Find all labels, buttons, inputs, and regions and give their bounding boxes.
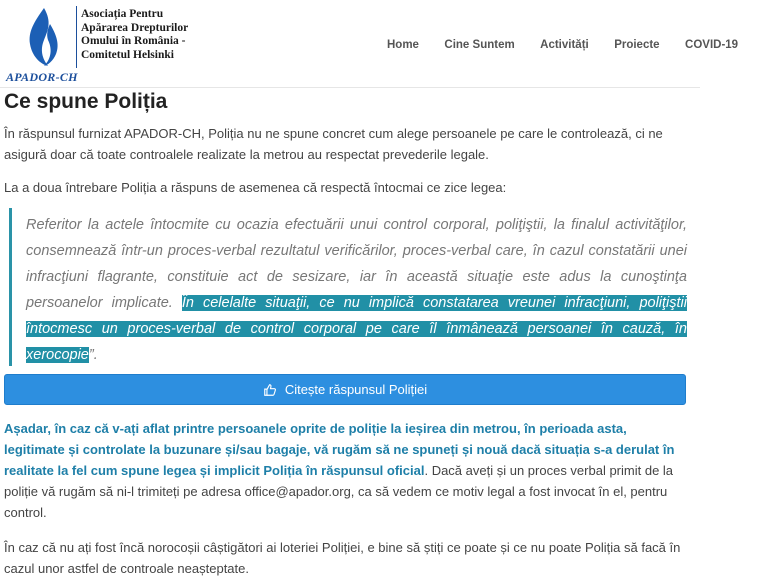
quote-plain-text: Referitor la actele întocmite cu ocazia efectuării unui control corporal, poliţiştii, la finalul activităţilor, consemnează într-un proces-verbal rezultatul verificărilor, proces-verbal care, în cazul constatării unei infracţiuni flagrante, constituie act de sesizare, iar în această situaţie este adus la cunoştinţa persoanelor implicate. <box>26 217 687 311</box>
police-quote <box>9 208 687 366</box>
paragraph-second-question: La a doua întrebare Poliția a răspuns de asemenea că respectă întocmai ce zice legea: <box>4 180 507 195</box>
brand-name: APADOR-CH <box>6 70 78 84</box>
site-header <box>0 0 739 88</box>
quote-highlighted-text: În celelalte situaţii, ce nu implică constatarea vreunei infracţiuni, poliţiştii întocmesc un proces-verbal de control corporal pe care îl înmânează persoanei în cauză, în xerocopie <box>26 295 687 363</box>
org-name-line: Asociația Pentru <box>81 8 164 20</box>
nav-proiecte[interactable]: Proiecte <box>614 39 660 51</box>
site-logo[interactable] <box>4 4 194 84</box>
quote-end-mark: ”. <box>88 347 98 363</box>
quote-text <box>26 212 687 368</box>
org-name-line: Apărarea Drepturilor <box>81 21 189 34</box>
paragraph-lottery: În caz că nu ați fost încă norocoșii câștigători ai loteriei Poliției, e bine să știți ce poate și ce nu poate Poliția să facă în cazul unor astfel de controale neașteptate. <box>4 540 681 576</box>
section-title: Ce spune Poliția <box>4 90 168 113</box>
call-to-action-bold-text: Așadar, în caz că v-ați aflat printre persoanele oprite de poliție la ieșirea din metrou, în perioada asta, legitimate și controlate la buzunare și/sau bagaje, vă rugăm să ne spuneți și nouă dacă situația s-a derulat în realitate la fel cum spune legea și implicit Poliția în răspunsul oficial <box>4 421 675 478</box>
org-name-line: Comitetul Helsinki <box>81 48 174 61</box>
nav-covid-19[interactable]: COVID-19 <box>685 39 739 51</box>
nav-cine-suntem[interactable]: Cine Suntem <box>444 39 515 51</box>
flame-logo-icon <box>22 6 66 68</box>
thumbs-up-icon <box>263 383 277 397</box>
call-to-action-text: . Dacă aveți și un proces verbal primit de la poliție vă rugăm să ni-l trimiteți pe adresa office@apador.org, ca să vedem ce motiv legal a fost invocat în el, pentru control. <box>4 463 674 520</box>
main-nav <box>387 35 759 51</box>
nav-home[interactable]: Home <box>387 39 419 51</box>
org-name <box>81 8 196 62</box>
org-name-line: Omului în România - <box>81 35 186 47</box>
read-police-response-label: Citește răspunsul Poliției <box>284 382 428 397</box>
paragraph-police-response: În răspunsul furnizat APADOR-CH, Poliția nu ne spune concret cum alege persoanele pe care le controlează, ci ne asigură doar că toate controalele realizate la metrou au respectat prevederile legale. <box>4 126 663 162</box>
nav-activitati[interactable]: Activități <box>540 39 589 51</box>
logo-divider <box>76 6 77 68</box>
read-police-response-button[interactable] <box>4 374 686 405</box>
paragraph-call-to-action <box>4 418 686 523</box>
